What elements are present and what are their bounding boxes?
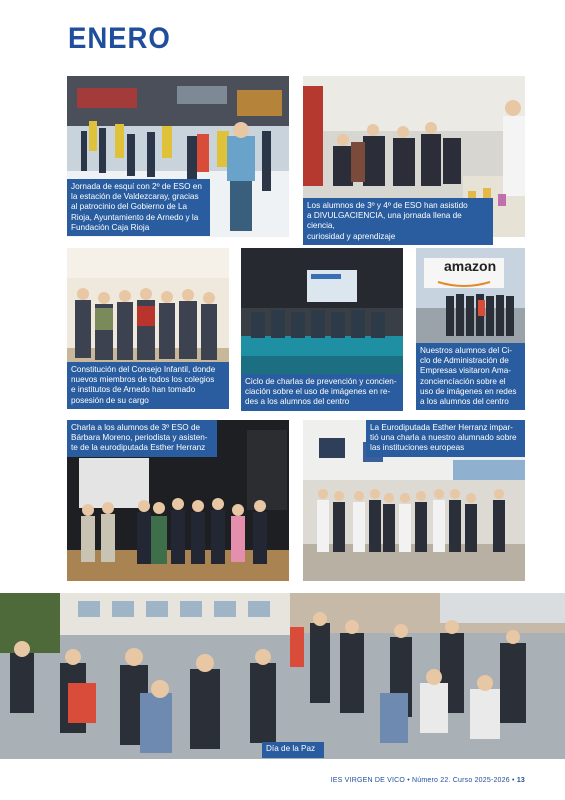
footer-issue: Número 22. Curso 2025-2026 — [412, 777, 510, 784]
caption-divulgaciencia: Los alumnos de 3º y 4º de ESO han asistido a DIVULGACIENCIA, una jornada llena de ciencia, curiosidad y aprendizaje — [303, 198, 493, 245]
photo-amazon-visit — [416, 248, 525, 343]
caption-esther-herranz: La Eurodiputada Esther Herranz impar- tió una charla a nuestro alumnado sobre las instituciones europeas — [366, 420, 525, 457]
caption-dia-paz: Día de la Paz — [262, 742, 324, 758]
caption-ski-trip: Jornada de esquí con 2º de ESO en la estación de Valdezcaray, gracias al patrocinio del Gobierno de La Rioja, Ayuntamiento de Arnedo y la Fundación Caja Rioja — [67, 179, 210, 236]
footer-school: IES VIRGEN DE VICO — [330, 777, 406, 784]
page-title: ENERO — [68, 22, 171, 55]
caption-charlas-prevencion: Ciclo de charlas de prevención y concien- ciación sobre el uso de imágenes en re- des a los alumnos del centro — [241, 374, 403, 411]
page-number: 13 — [516, 777, 525, 784]
footer-separator: • — [407, 777, 410, 784]
amazon-sign-text: amazon — [444, 258, 497, 274]
caption-amazon-visit: Nuestros alumnos del Ci- clo de Administración de Empresas visitaron Ama- zonciencíación sobre el uso de imágenes en redes a los alumnos del centro — [416, 343, 525, 410]
photo-dia-paz — [0, 593, 565, 759]
page-footer — [331, 777, 525, 784]
footer-separator-2: • — [512, 777, 515, 784]
caption-barbara-moreno: Charla a los alumnos de 3º ESO de Bárbara Moreno, periodista y asisten- te de la eurodiputada Esther Herranz — [67, 420, 217, 457]
caption-consejo-infantil: Constitución del Consejo Infantil, donde nuevos miembros de todos los colegios e institutos de Arnedo han tomado posesión de su cargo — [67, 362, 229, 409]
